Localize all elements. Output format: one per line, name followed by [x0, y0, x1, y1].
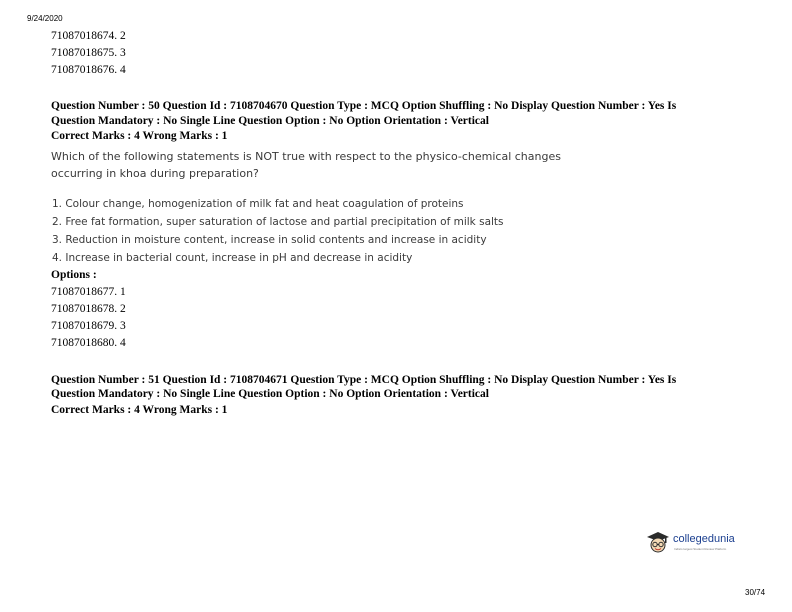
q50-options-label: Options : [51, 269, 97, 281]
q50-question-line2: occurring in khoa during preparation? [51, 167, 259, 180]
q50-choice-1: 1. Colour change, homogenization of milk fat and heat coagulation of proteins [52, 198, 464, 210]
collegedunia-logo [645, 530, 755, 558]
q51-meta-line1: Question Number : 51 Question Id : 7108704671 Question Type : MCQ Option Shuffling : No Display Question Number : Yes Is [51, 374, 677, 386]
q51-marks: Correct Marks : 4 Wrong Marks : 1 [51, 404, 228, 416]
q50-option-id: 71087018678. 2 [51, 303, 126, 315]
q51-meta-line2: Question Mandatory : No Single Line Question Option : No Option Orientation : Vertical [51, 388, 489, 400]
q50-meta-line2: Question Mandatory : No Single Line Question Option : No Option Orientation : Vertical [51, 115, 489, 127]
print-date: 9/24/2020 [27, 14, 63, 23]
q50-choice-3: 3. Reduction in moisture content, increase in solid contents and increase in acidity [52, 234, 487, 246]
logo-wordmark: collegedunia [673, 533, 735, 545]
q50-choice-4: 4. Increase in bacterial count, increase in pH and decrease in acidity [52, 252, 413, 264]
graduate-mascot-icon [645, 530, 671, 556]
logo-tagline: India's largest Student Review Platform [674, 547, 727, 551]
q50-question-line1: Which of the following statements is NOT true with respect to the physico-chemical changes [51, 150, 561, 163]
q50-option-id: 71087018677. 1 [51, 286, 126, 298]
prev-option-id: 71087018674. 2 [51, 30, 126, 42]
q50-meta-line1: Question Number : 50 Question Id : 7108704670 Question Type : MCQ Option Shuffling : No Display Question Number : Yes Is [51, 100, 677, 112]
q50-choice-2: 2. Free fat formation, super saturation of lactose and partial precipitation of milk salts [52, 216, 504, 228]
page-number: 30/74 [745, 588, 766, 597]
q50-option-id: 71087018679. 3 [51, 320, 126, 332]
q50-option-id: 71087018680. 4 [51, 337, 126, 349]
prev-option-id: 71087018676. 4 [51, 64, 126, 76]
prev-option-id: 71087018675. 3 [51, 47, 126, 59]
q50-marks: Correct Marks : 4 Wrong Marks : 1 [51, 130, 228, 142]
